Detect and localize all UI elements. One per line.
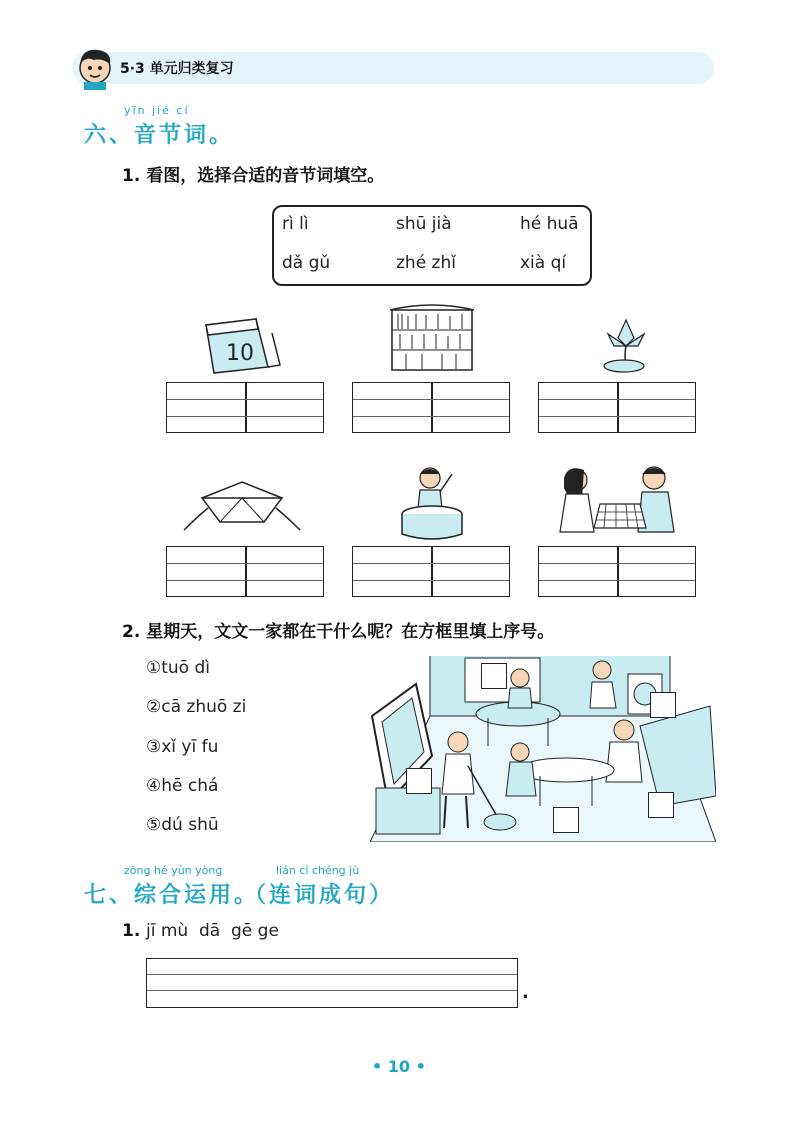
section7-pinyin-2: lián cí chéng jù bbox=[276, 864, 360, 877]
answer-grid[interactable] bbox=[166, 546, 324, 597]
lotus-icon bbox=[596, 312, 656, 374]
option-3: ③xǐ yī fu bbox=[146, 737, 219, 757]
answer-box[interactable] bbox=[553, 807, 579, 833]
answer-grid[interactable] bbox=[538, 546, 696, 597]
drum-boy-icon bbox=[394, 462, 470, 540]
mascot-boy-icon bbox=[72, 44, 118, 90]
page-number: • 10 • bbox=[372, 1057, 426, 1076]
chess-kids-icon bbox=[554, 458, 684, 540]
answer-grid[interactable] bbox=[352, 546, 510, 597]
question-2: 2. 星期天，文文一家都在干什么呢？在方框里填上序号。 bbox=[122, 622, 555, 642]
word-shujia: shū jià bbox=[396, 214, 452, 234]
section7-title: 七、综合运用。 bbox=[84, 883, 260, 908]
sentence-writing-box[interactable] bbox=[146, 958, 518, 1008]
section7-q1-words: jī mù dā gē ge bbox=[146, 921, 279, 941]
sentence-period: . bbox=[522, 982, 529, 1003]
word-dagu: dǎ gǔ bbox=[282, 253, 331, 273]
answer-box[interactable] bbox=[481, 663, 507, 689]
header-title: 5·3 单元归类复习 bbox=[120, 61, 234, 77]
section7-subtitle: （连词成句） bbox=[244, 883, 395, 908]
option-5: ⑤dú shū bbox=[146, 815, 219, 835]
option-2: ②cā zhuō zi bbox=[146, 697, 247, 717]
answer-grid[interactable] bbox=[538, 382, 696, 433]
answer-box[interactable] bbox=[650, 692, 676, 718]
option-4: ④hē chá bbox=[146, 776, 219, 796]
word-zhezhi: zhé zhǐ bbox=[396, 253, 456, 273]
paper-boat-icon bbox=[182, 478, 302, 540]
word-rili: rì lì bbox=[282, 214, 309, 234]
section7-pinyin-1: zōng hé yùn yòng bbox=[124, 864, 223, 877]
question-1: 1. 看图，选择合适的音节词填空。 bbox=[122, 166, 385, 186]
bookshelf-icon bbox=[386, 302, 478, 374]
svg-text:10: 10 bbox=[226, 341, 254, 366]
word-xiaqi: xià qí bbox=[520, 253, 567, 273]
section6-pinyin: yīn jié cí bbox=[124, 104, 190, 117]
answer-grid[interactable] bbox=[352, 382, 510, 433]
section6-title: 六、音节词。 bbox=[84, 123, 235, 148]
answer-box[interactable] bbox=[406, 768, 432, 794]
answer-box[interactable] bbox=[648, 792, 674, 818]
answer-grid[interactable] bbox=[166, 382, 324, 433]
section7-q1-number: 1. bbox=[122, 921, 141, 941]
option-1: ①tuō dì bbox=[146, 658, 210, 678]
calendar-icon bbox=[196, 305, 286, 375]
word-hehua: hé huā bbox=[520, 214, 579, 234]
